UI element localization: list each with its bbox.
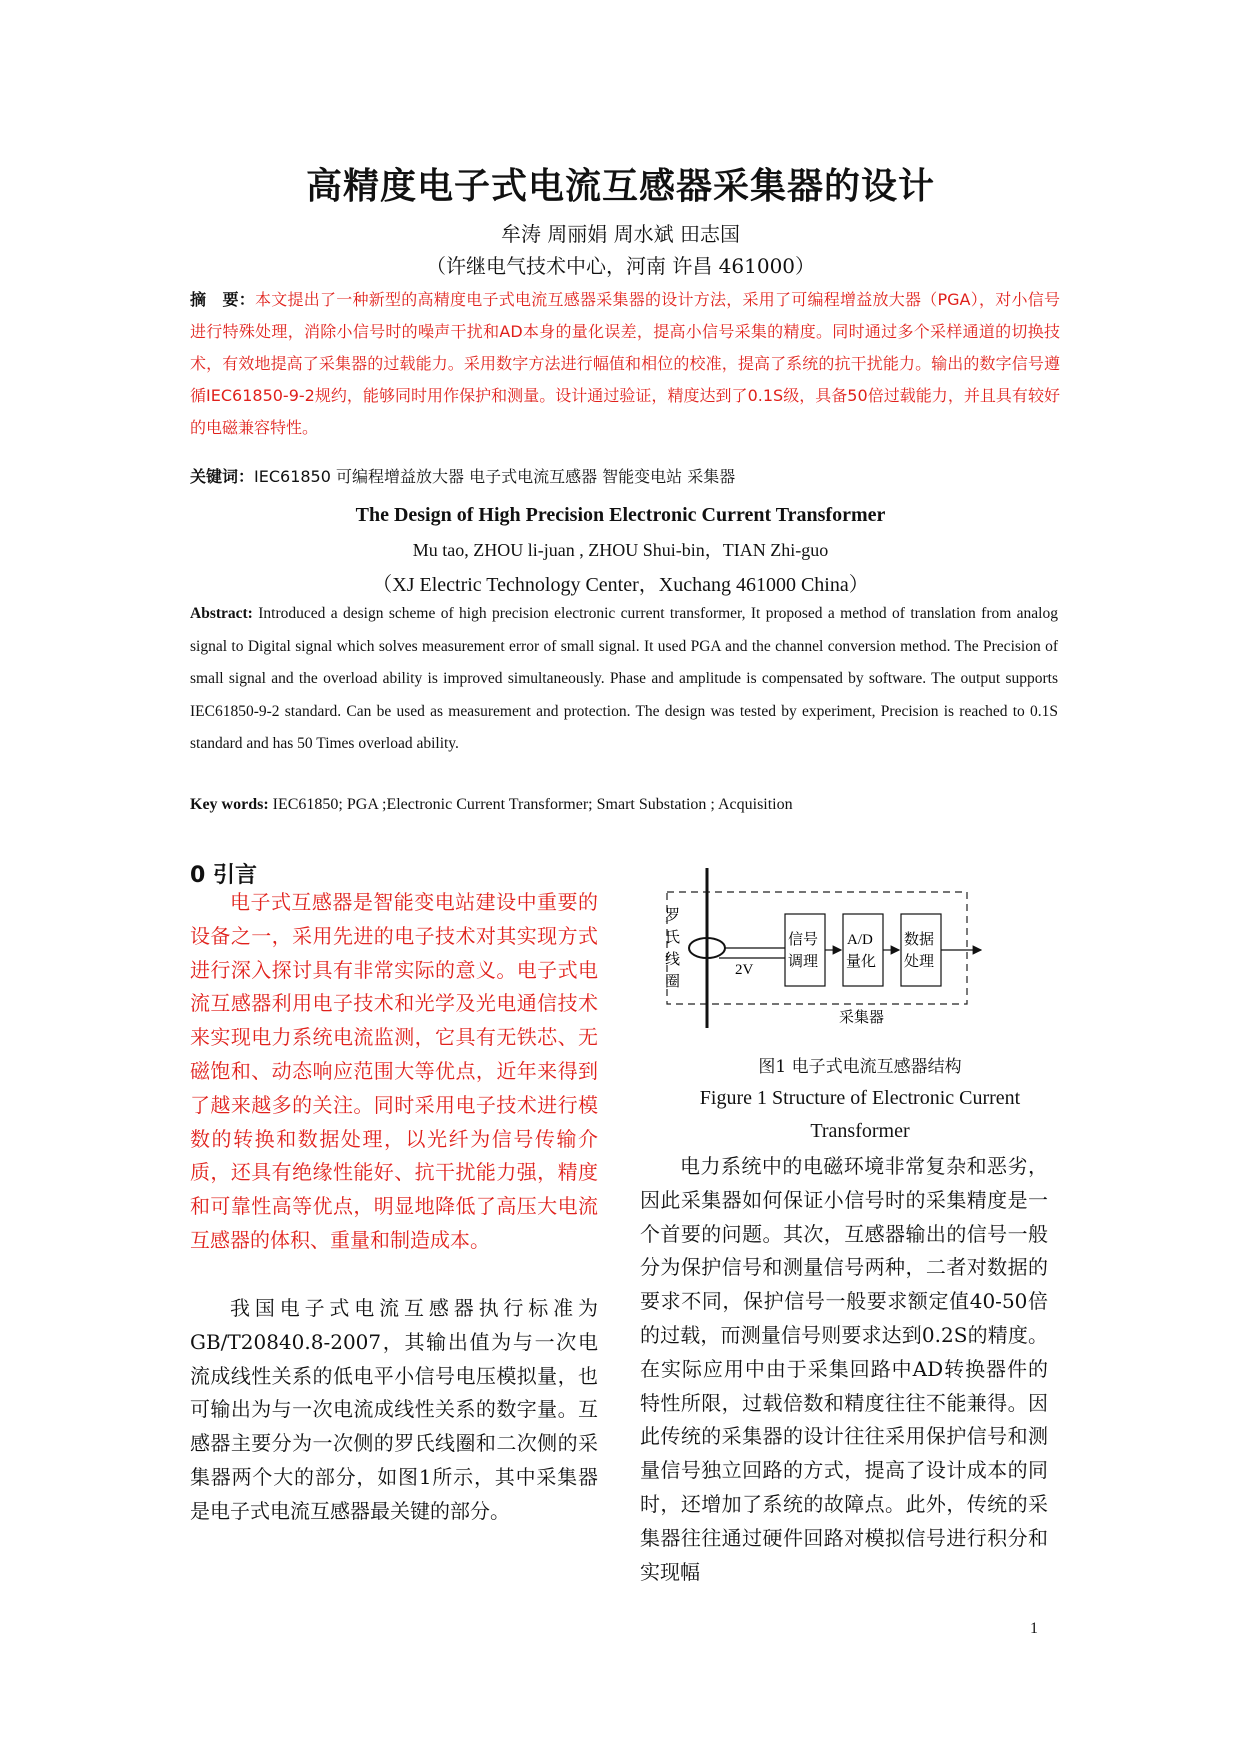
block2-line2: 量化 — [846, 952, 877, 970]
figure-caption-cn: 图1 电子式电流互感器结构 — [758, 1057, 962, 1077]
coil-label-1: 罗 — [665, 906, 681, 924]
figure-1-diagram — [655, 868, 995, 1028]
abstract-en-text: Introduced a design scheme of high precision electronic current transformer, It proposed a method of translation from analog signal to Digital signal which solves measurement error of small signal. It used PGA and the channel conversion method. The Precision of small signal and the overload ability is improved simultaneously. Phase and amplitude is compensated by software. The output supports IEC61850-9-2 standard. Can be used as measurement and protection. The design was tested by experiment, Precision is reached to 0.1S standard and has 50 Times overload ability. — [190, 605, 1058, 752]
paper-title: 高精度电子式电流互感器采集器的设计 — [305, 166, 935, 207]
block-ad-quantization — [843, 914, 883, 986]
block3-line1: 数据 — [904, 930, 935, 948]
keywords-cn-label: 关键词： — [190, 467, 255, 486]
block1-line2: 调理 — [788, 952, 819, 970]
collector-label: 采集器 — [839, 1008, 885, 1026]
coil-label-4: 圈 — [665, 972, 681, 990]
keywords-en-text: IEC61850; PGA ;Electronic Current Transformer; Smart Substation ; Acquisition — [268, 796, 793, 813]
body-paragraph: 电力系统中的电磁环境非常复杂和恶劣，因此采集器如何保证小信号时的采集精度是一个首要的问题。其次，互感器输出的信号一般分为保护信号和测量信号两种，二者对数据的要求不同，保护信号一般要求额定值40-50倍的过载，而测量信号则要求达到0.2S的精度。在实际应用中由于采集回路中AD转换器件的特性所限，过载倍数和精度往往不能兼得。因此传统的采集器的设计往往采用保护信号和测量信号独立回路的方式，提高了设计成本的同时，还增加了系统的故障点。此外，传统的采集器往往通过硬件回路对模拟信号进行积分和实现幅 — [640, 1154, 1048, 1584]
body-paragraph: 电子式互感器是智能变电站建设中重要的设备之一，采用先进的电子技术对其实现方式进行深入探讨具有非常实际的意义。电子式电流互感器利用电子技术和光学及光电通信技术来实现电力系统电流监测，它具有无铁芯、无磁饱和、动态响应范围大等优点，近年来得到了越来越多的关注。同时采用电子技术进行模数的转换和数据处理，以光纤为信号传输介质，还具有绝缘性能好、抗干扰能力强，精度和可靠性高等优点，明显地降低了高压大电流互感器的体积、重量和制造成本。 — [190, 890, 598, 1252]
block3-line2: 处理 — [904, 952, 935, 970]
affiliation-en: （XJ Electric Technology Center，Xuchang 461000 China） — [372, 574, 869, 596]
abstract-en — [190, 598, 1058, 761]
keywords-en — [190, 796, 793, 814]
block2-line1: A/D — [847, 932, 873, 948]
block-signal-conditioning — [785, 914, 825, 986]
block1-line1: 信号 — [788, 930, 819, 948]
keywords-cn-text: IEC61850 可编程增益放大器 电子式电流互感器 智能变电站 采集器 — [254, 467, 736, 486]
section-heading: 0 引言 — [190, 863, 257, 888]
abstract-cn-text: 本文提出了一种新型的高精度电子式电流互感器采集器的设计方法，采用了可编程增益放大器（PGA），对小信号进行特殊处理，消除小信号时的噪声干扰和AD本身的量化误差，提高小信号采集的精度。同时通过多个采样通道的切换技术，有效地提高了采集器的过载能力。采用数字方法进行幅值和相位的校准，提高了系统的抗干扰能力。输出的数字信号遵循IEC61850-9-2规约，能够同时用作保护和测量。设计通过验证，精度达到了0.1S级，具备50倍过载能力，并且具有较好的电磁兼容特性。 — [190, 290, 1060, 437]
abstract-cn — [190, 284, 1060, 444]
abstract-cn-label: 摘 要： — [190, 290, 255, 309]
keywords-cn — [190, 464, 735, 487]
author-list-en: Mu tao, ZHOU li-juan , ZHOU Shui-bin，TIAN Zhi-guo — [412, 540, 829, 560]
paper-title-en: The Design of High Precision Electronic Current Transformer — [355, 504, 886, 526]
page-number: 1 — [1030, 1620, 1038, 1637]
collector-dashed-border — [667, 892, 967, 1004]
affiliation: （许继电气技术中心，河南 许昌 461000） — [425, 254, 816, 278]
body-paragraph: 我国电子式电流互感器执行标准为GB/T20840.8-2007，其输出值为与一次电流成线性关系的低电平小信号电压模拟量，也可输出为与一次电流成线性关系的数字量。互感器主要分为一次侧的罗氏线圈和二次侧的采集器两个大的部分，如图1所示，其中采集器是电子式电流互感器最关键的部分。 — [190, 1296, 598, 1523]
voltage-label: 2V — [735, 962, 754, 978]
coil-label-3: 线 — [665, 950, 681, 968]
author-list: 牟涛 周丽娟 周水斌 田志国 — [500, 222, 741, 246]
block-data-processing — [901, 914, 941, 986]
coil-label-2: 氏 — [665, 928, 681, 946]
abstract-en-label: Abstract: — [190, 605, 253, 622]
keywords-en-label: Key words: — [190, 796, 269, 813]
figure-caption-en: Figure 1 Structure of Electronic Current Transformer — [699, 1087, 1021, 1142]
